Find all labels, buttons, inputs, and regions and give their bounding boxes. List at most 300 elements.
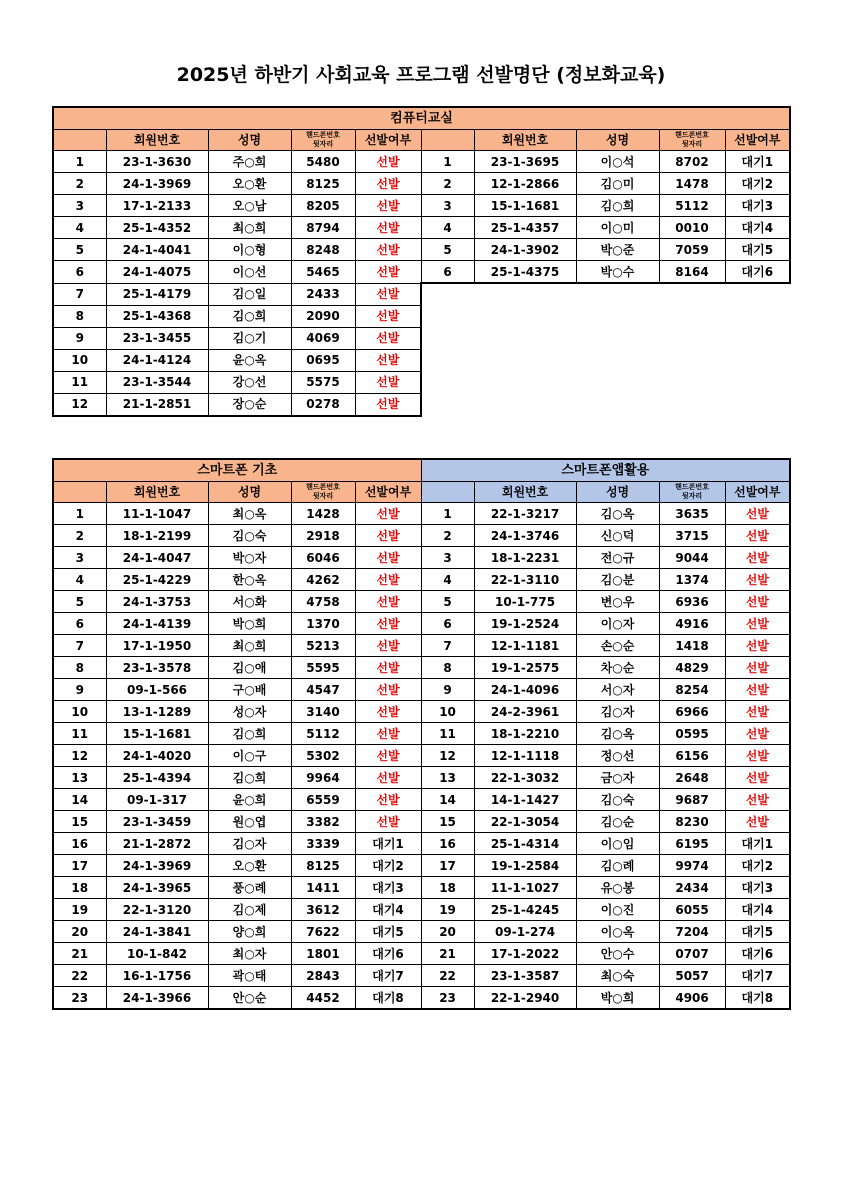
right-name: 김○례 (576, 855, 659, 877)
right-phone: 3635 (659, 503, 725, 525)
empty-cell (576, 283, 659, 305)
right-index: 5 (421, 591, 474, 613)
left-status: 대기5 (355, 921, 421, 943)
left-name: 김○희 (208, 767, 291, 789)
left-phone: 5480 (291, 151, 355, 173)
left-status: 대기2 (355, 855, 421, 877)
right-status: 선발 (725, 745, 790, 767)
right-phone: 6966 (659, 701, 725, 723)
table-row (53, 591, 790, 613)
right-index: 1 (421, 503, 474, 525)
left-phone: 8125 (291, 855, 355, 877)
left-status: 대기4 (355, 899, 421, 921)
right-status: 선발 (725, 525, 790, 547)
left-member-no: 25-1-4368 (106, 305, 208, 327)
left-member-no: 24-1-3969 (106, 855, 208, 877)
phone-header-bottom: 뒷자리 (312, 492, 334, 500)
right-name: 김○자 (576, 701, 659, 723)
right-status: 대기2 (725, 173, 790, 195)
left-index: 15 (53, 811, 106, 833)
right-phone: 4906 (659, 987, 725, 1010)
table-row (53, 327, 790, 349)
table-row (53, 679, 790, 701)
phone-header-top: 핸드폰번호 (306, 483, 340, 491)
right-phone: 9974 (659, 855, 725, 877)
right-member-no: 14-1-1427 (474, 789, 576, 811)
table-row (53, 613, 790, 635)
left-phone: 5213 (291, 635, 355, 657)
empty-cell (421, 283, 474, 305)
left-name: 김○희 (208, 305, 291, 327)
right-index: 23 (421, 987, 474, 1010)
right-status: 대기6 (725, 261, 790, 284)
right-status: 대기7 (725, 965, 790, 987)
table-row (53, 767, 790, 789)
left-index: 12 (53, 393, 106, 416)
right-name: 유○봉 (576, 877, 659, 899)
right-name: 정○선 (576, 745, 659, 767)
left-header-status: 선발여부 (355, 482, 421, 503)
left-status: 선발 (355, 657, 421, 679)
right-member-no: 22-1-3110 (474, 569, 576, 591)
right-name: 김○순 (576, 811, 659, 833)
right-member-no: 22-1-3054 (474, 811, 576, 833)
section-title-smartphone-app: 스마트폰앱활용 (421, 459, 790, 482)
left-header-status: 선발여부 (355, 130, 421, 151)
left-member-no: 24-1-3966 (106, 987, 208, 1010)
left-phone: 0695 (291, 349, 355, 371)
left-member-no: 09-1-317 (106, 789, 208, 811)
right-status: 선발 (725, 503, 790, 525)
right-phone: 4916 (659, 613, 725, 635)
right-member-no: 25-1-4357 (474, 217, 576, 239)
left-name: 한○옥 (208, 569, 291, 591)
right-status: 선발 (725, 547, 790, 569)
left-member-no: 23-1-3455 (106, 327, 208, 349)
right-status: 대기1 (725, 833, 790, 855)
left-status: 선발 (355, 283, 421, 305)
right-name: 박○수 (576, 261, 659, 284)
left-member-no: 15-1-1681 (106, 723, 208, 745)
section-header-row (53, 107, 790, 130)
table-row (53, 943, 790, 965)
table-row (53, 745, 790, 767)
left-name: 김○숙 (208, 525, 291, 547)
table-row (53, 217, 790, 239)
table-row (53, 965, 790, 987)
right-name: 서○자 (576, 679, 659, 701)
table-row (53, 261, 790, 284)
right-index: 9 (421, 679, 474, 701)
right-member-no: 24-1-3902 (474, 239, 576, 261)
right-index: 11 (421, 723, 474, 745)
right-member-no: 10-1-775 (474, 591, 576, 613)
left-index: 10 (53, 701, 106, 723)
left-name: 이○형 (208, 239, 291, 261)
left-header-member-no: 회원번호 (106, 130, 208, 151)
right-phone: 6156 (659, 745, 725, 767)
empty-cell (474, 327, 576, 349)
left-member-no: 24-1-4041 (106, 239, 208, 261)
right-header-member-no: 회원번호 (474, 482, 576, 503)
section-header-row (53, 459, 790, 482)
right-status: 선발 (725, 591, 790, 613)
left-status: 선발 (355, 173, 421, 195)
empty-cell (725, 283, 790, 305)
left-status: 선발 (355, 789, 421, 811)
right-name: 차○순 (576, 657, 659, 679)
left-name: 장○순 (208, 393, 291, 416)
right-name: 이○석 (576, 151, 659, 173)
left-name: 김○애 (208, 657, 291, 679)
right-header-name: 성명 (576, 482, 659, 503)
right-status: 선발 (725, 635, 790, 657)
left-member-no: 24-1-4047 (106, 547, 208, 569)
left-index: 2 (53, 173, 106, 195)
right-member-no: 12-1-1118 (474, 745, 576, 767)
right-header-status: 선발여부 (725, 482, 790, 503)
right-member-no: 18-1-2210 (474, 723, 576, 745)
table-row (53, 371, 790, 393)
left-phone: 0278 (291, 393, 355, 416)
phone-header-top: 핸드폰번호 (306, 131, 340, 139)
table-row (53, 283, 790, 305)
right-phone: 0595 (659, 723, 725, 745)
left-index: 5 (53, 239, 106, 261)
right-name: 김○옥 (576, 723, 659, 745)
left-status: 선발 (355, 151, 421, 173)
empty-cell (421, 349, 474, 371)
left-status: 선발 (355, 327, 421, 349)
left-phone: 3339 (291, 833, 355, 855)
table-row (53, 547, 790, 569)
right-header-name: 성명 (576, 130, 659, 151)
left-index: 10 (53, 349, 106, 371)
left-member-no: 24-1-3969 (106, 173, 208, 195)
right-index: 10 (421, 701, 474, 723)
left-status: 선발 (355, 767, 421, 789)
right-name: 김○숙 (576, 789, 659, 811)
right-phone: 8164 (659, 261, 725, 284)
left-name: 강○선 (208, 371, 291, 393)
left-phone: 2433 (291, 283, 355, 305)
right-status: 선발 (725, 657, 790, 679)
right-index: 18 (421, 877, 474, 899)
page-title: 2025년 하반기 사회교육 프로그램 선발명단 (정보화교육) (176, 64, 666, 86)
left-name: 윤○희 (208, 789, 291, 811)
left-member-no: 10-1-842 (106, 943, 208, 965)
right-name: 안○수 (576, 943, 659, 965)
left-index: 8 (53, 305, 106, 327)
empty-cell (659, 371, 725, 393)
empty-cell (659, 283, 725, 305)
left-member-no: 24-1-4020 (106, 745, 208, 767)
left-phone: 1411 (291, 877, 355, 899)
left-header-name: 성명 (208, 130, 291, 151)
right-index: 2 (421, 525, 474, 547)
right-header-member-no: 회원번호 (474, 130, 576, 151)
left-member-no: 11-1-1047 (106, 503, 208, 525)
left-phone: 3612 (291, 899, 355, 921)
right-name: 이○임 (576, 833, 659, 855)
right-member-no: 24-1-4096 (474, 679, 576, 701)
left-index: 6 (53, 613, 106, 635)
phone-header-top: 핸드폰번호 (675, 131, 709, 139)
empty-cell (421, 393, 474, 416)
left-index: 17 (53, 855, 106, 877)
left-phone: 9964 (291, 767, 355, 789)
left-status: 선발 (355, 503, 421, 525)
right-phone: 1418 (659, 635, 725, 657)
empty-cell (421, 327, 474, 349)
right-member-no: 17-1-2022 (474, 943, 576, 965)
left-index: 4 (53, 569, 106, 591)
table-row (53, 349, 790, 371)
right-member-no: 19-1-2524 (474, 613, 576, 635)
left-phone: 8125 (291, 173, 355, 195)
left-header-name: 성명 (208, 482, 291, 503)
left-name: 이○구 (208, 745, 291, 767)
left-status: 선발 (355, 547, 421, 569)
right-index: 14 (421, 789, 474, 811)
right-member-no: 11-1-1027 (474, 877, 576, 899)
left-member-no: 09-1-566 (106, 679, 208, 701)
table-row (53, 833, 790, 855)
right-index: 6 (421, 261, 474, 284)
right-phone: 0707 (659, 943, 725, 965)
left-name: 주○희 (208, 151, 291, 173)
left-index: 21 (53, 943, 106, 965)
left-phone: 1370 (291, 613, 355, 635)
left-index: 13 (53, 767, 106, 789)
phone-header-top: 핸드폰번호 (675, 483, 709, 491)
left-name: 곽○태 (208, 965, 291, 987)
left-name: 구○배 (208, 679, 291, 701)
empty-cell (659, 393, 725, 416)
empty-cell (725, 305, 790, 327)
right-member-no: 22-1-3217 (474, 503, 576, 525)
left-index: 22 (53, 965, 106, 987)
right-member-no: 22-1-2940 (474, 987, 576, 1010)
left-status: 대기1 (355, 833, 421, 855)
right-phone: 5112 (659, 195, 725, 217)
right-index: 3 (421, 547, 474, 569)
left-name: 박○자 (208, 547, 291, 569)
left-index: 9 (53, 327, 106, 349)
right-phone: 8254 (659, 679, 725, 701)
right-phone: 7059 (659, 239, 725, 261)
left-member-no: 16-1-1756 (106, 965, 208, 987)
right-phone: 2648 (659, 767, 725, 789)
right-status: 대기8 (725, 987, 790, 1010)
empty-cell (659, 349, 725, 371)
column-header-row (53, 130, 790, 151)
right-index: 22 (421, 965, 474, 987)
left-name: 최○자 (208, 943, 291, 965)
right-name: 이○자 (576, 613, 659, 635)
empty-cell (576, 371, 659, 393)
section-title-smartphone-basic: 스마트폰 기초 (53, 459, 421, 482)
left-phone: 3382 (291, 811, 355, 833)
left-name: 오○환 (208, 173, 291, 195)
right-name: 손○순 (576, 635, 659, 657)
right-member-no: 12-1-1181 (474, 635, 576, 657)
right-header-phone (659, 482, 725, 503)
left-status: 선발 (355, 525, 421, 547)
left-name: 김○기 (208, 327, 291, 349)
left-index: 16 (53, 833, 106, 855)
left-phone: 6559 (291, 789, 355, 811)
left-status: 선발 (355, 811, 421, 833)
table-row (53, 393, 790, 416)
empty-cell (725, 371, 790, 393)
right-member-no: 24-2-3961 (474, 701, 576, 723)
left-member-no: 13-1-1289 (106, 701, 208, 723)
left-name: 오○남 (208, 195, 291, 217)
left-phone: 8794 (291, 217, 355, 239)
phone-header-bottom: 뒷자리 (681, 492, 703, 500)
left-name: 안○순 (208, 987, 291, 1010)
left-index: 9 (53, 679, 106, 701)
left-header-member-no: 회원번호 (106, 482, 208, 503)
left-index: 20 (53, 921, 106, 943)
left-status: 선발 (355, 305, 421, 327)
left-name: 서○화 (208, 591, 291, 613)
left-member-no: 23-1-3578 (106, 657, 208, 679)
right-index: 13 (421, 767, 474, 789)
right-index: 2 (421, 173, 474, 195)
left-header-index (53, 130, 106, 151)
right-phone: 1478 (659, 173, 725, 195)
right-index: 4 (421, 569, 474, 591)
right-member-no: 09-1-274 (474, 921, 576, 943)
empty-cell (576, 393, 659, 416)
left-status: 선발 (355, 679, 421, 701)
column-header-row (53, 482, 790, 503)
right-member-no: 24-1-3746 (474, 525, 576, 547)
left-member-no: 23-1-3630 (106, 151, 208, 173)
table-row (53, 987, 790, 1010)
left-phone: 2090 (291, 305, 355, 327)
empty-cell (725, 349, 790, 371)
left-member-no: 21-1-2872 (106, 833, 208, 855)
table-row (53, 899, 790, 921)
left-name: 김○제 (208, 899, 291, 921)
left-header-phone (291, 482, 355, 503)
right-name: 김○분 (576, 569, 659, 591)
right-name: 이○옥 (576, 921, 659, 943)
left-name: 윤○옥 (208, 349, 291, 371)
left-member-no: 23-1-3544 (106, 371, 208, 393)
left-status: 선발 (355, 195, 421, 217)
left-index: 5 (53, 591, 106, 613)
left-phone: 4069 (291, 327, 355, 349)
left-phone: 2918 (291, 525, 355, 547)
empty-cell (659, 327, 725, 349)
table-row (53, 855, 790, 877)
right-name: 최○숙 (576, 965, 659, 987)
empty-cell (576, 327, 659, 349)
left-name: 박○희 (208, 613, 291, 635)
left-header-phone (291, 130, 355, 151)
left-status: 대기7 (355, 965, 421, 987)
right-phone: 6936 (659, 591, 725, 613)
right-index: 7 (421, 635, 474, 657)
right-name: 이○진 (576, 899, 659, 921)
right-index: 15 (421, 811, 474, 833)
left-member-no: 25-1-4394 (106, 767, 208, 789)
left-status: 선발 (355, 371, 421, 393)
right-phone: 2434 (659, 877, 725, 899)
left-phone: 7622 (291, 921, 355, 943)
left-index: 7 (53, 635, 106, 657)
section-title-computer: 컴퓨터교실 (53, 107, 790, 130)
left-phone: 3140 (291, 701, 355, 723)
left-member-no: 24-1-4139 (106, 613, 208, 635)
right-phone: 4829 (659, 657, 725, 679)
smartphone-table (52, 458, 791, 1010)
left-phone: 4262 (291, 569, 355, 591)
left-name: 김○일 (208, 283, 291, 305)
left-status: 선발 (355, 393, 421, 416)
left-phone: 4452 (291, 987, 355, 1010)
left-name: 김○희 (208, 723, 291, 745)
right-member-no: 23-1-3695 (474, 151, 576, 173)
left-status: 선발 (355, 217, 421, 239)
left-status: 대기3 (355, 877, 421, 899)
empty-cell (659, 305, 725, 327)
left-status: 대기8 (355, 987, 421, 1010)
left-index: 4 (53, 217, 106, 239)
left-phone: 8205 (291, 195, 355, 217)
right-name: 전○규 (576, 547, 659, 569)
left-member-no: 24-1-4124 (106, 349, 208, 371)
table-row (53, 525, 790, 547)
left-member-no: 22-1-3120 (106, 899, 208, 921)
empty-cell (725, 327, 790, 349)
right-status: 선발 (725, 701, 790, 723)
empty-cell (421, 371, 474, 393)
left-status: 선발 (355, 745, 421, 767)
right-member-no: 25-1-4314 (474, 833, 576, 855)
right-name: 김○옥 (576, 503, 659, 525)
table-row (53, 173, 790, 195)
right-status: 대기4 (725, 217, 790, 239)
left-member-no: 23-1-3459 (106, 811, 208, 833)
right-status: 대기2 (725, 855, 790, 877)
phone-header-bottom: 뒷자리 (312, 140, 334, 148)
right-status: 대기4 (725, 899, 790, 921)
right-index: 4 (421, 217, 474, 239)
phone-header-bottom: 뒷자리 (681, 140, 703, 148)
left-name: 최○희 (208, 635, 291, 657)
left-name: 김○자 (208, 833, 291, 855)
empty-cell (474, 305, 576, 327)
left-index: 18 (53, 877, 106, 899)
left-index: 6 (53, 261, 106, 284)
right-index: 16 (421, 833, 474, 855)
right-member-no: 18-1-2231 (474, 547, 576, 569)
right-status: 선발 (725, 723, 790, 745)
left-status: 선발 (355, 349, 421, 371)
right-phone: 8230 (659, 811, 725, 833)
right-header-phone (659, 130, 725, 151)
right-index: 12 (421, 745, 474, 767)
left-member-no: 24-1-3841 (106, 921, 208, 943)
left-index: 14 (53, 789, 106, 811)
right-member-no: 15-1-1681 (474, 195, 576, 217)
left-status: 선발 (355, 569, 421, 591)
